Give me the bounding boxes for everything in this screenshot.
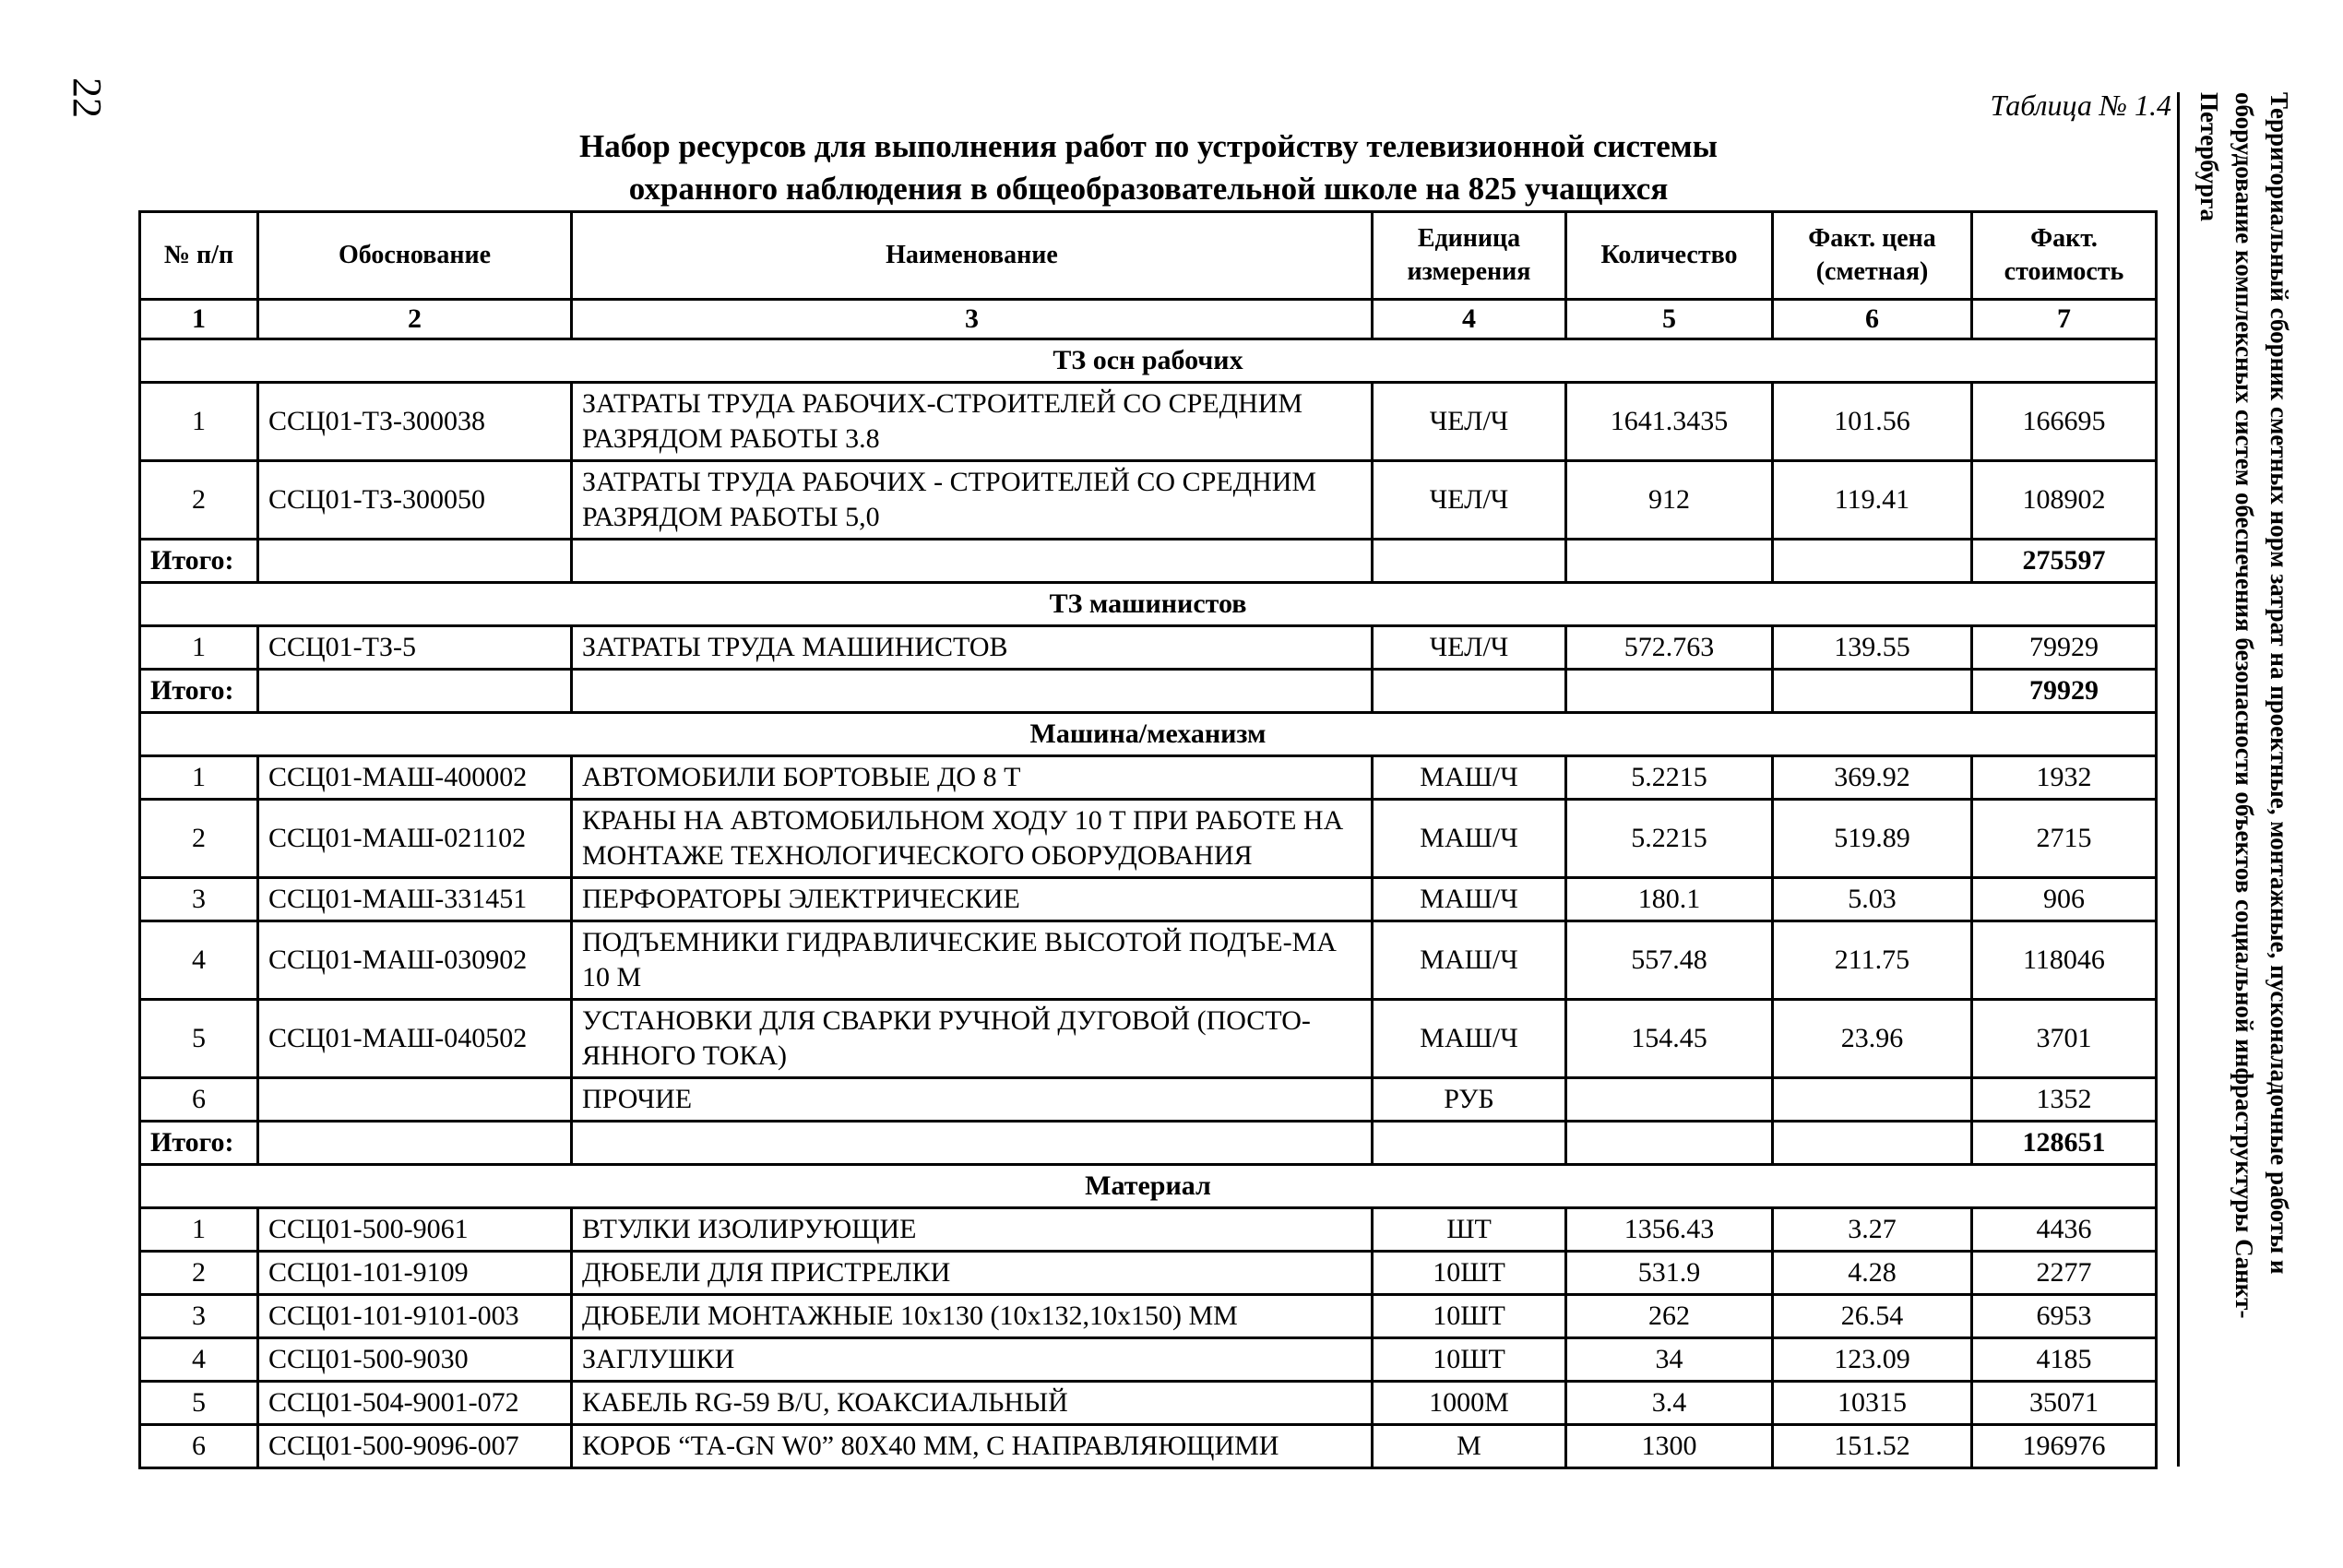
row-code <box>258 1078 572 1122</box>
table-row <box>140 921 2157 1000</box>
total-value: 275597 <box>1972 540 2157 583</box>
row-quantity: 34 <box>1566 1338 1773 1382</box>
row-cost: 196976 <box>1972 1425 2157 1468</box>
row-quantity: 154.45 <box>1566 1000 1773 1078</box>
row-price: 4.28 <box>1773 1252 1972 1295</box>
row-quantity: 1356.43 <box>1566 1208 1773 1252</box>
row-number: 2 <box>140 461 258 540</box>
table-row <box>140 461 2157 540</box>
header-basis: Обоснование <box>258 212 572 300</box>
col-index: 1 <box>140 300 258 339</box>
table-row <box>140 1000 2157 1078</box>
row-cost: 906 <box>1972 878 2157 921</box>
row-name: ДЮБЕЛИ ДЛЯ ПРИСТРЕЛКИ <box>572 1252 1373 1295</box>
row-unit: 10ШТ <box>1373 1295 1566 1338</box>
row-price: 23.96 <box>1773 1000 1972 1078</box>
row-price: 3.27 <box>1773 1208 1972 1252</box>
row-price: 119.41 <box>1773 461 1972 540</box>
row-price: 101.56 <box>1773 383 1972 461</box>
row-cost: 1932 <box>1972 756 2157 800</box>
col-index: 3 <box>572 300 1373 339</box>
row-name: УСТАНОВКИ ДЛЯ СВАРКИ РУЧНОЙ ДУГОВОЙ (ПОСТО-ЯННОГО ТОКА) <box>572 1000 1373 1078</box>
row-code: ССЦ01-101-9109 <box>258 1252 572 1295</box>
row-number: 5 <box>140 1000 258 1078</box>
row-quantity: 262 <box>1566 1295 1773 1338</box>
total-row <box>140 1122 2157 1165</box>
row-code: ССЦ01-МАШ-331451 <box>258 878 572 921</box>
row-cost: 2715 <box>1972 800 2157 878</box>
header-row <box>140 212 2157 300</box>
section-header-row <box>140 1165 2157 1208</box>
table-row <box>140 878 2157 921</box>
row-unit: МАШ/Ч <box>1373 878 1566 921</box>
row-name: ВТУЛКИ ИЗОЛИРУЮЩИЕ <box>572 1208 1373 1252</box>
column-index-row <box>140 300 2157 339</box>
row-quantity: 5.2215 <box>1566 756 1773 800</box>
table-row <box>140 1382 2157 1425</box>
section-title: ТЗ машинистов <box>140 583 2157 626</box>
table-row <box>140 1338 2157 1382</box>
page-title <box>138 125 2159 210</box>
row-price: 5.03 <box>1773 878 1972 921</box>
row-number: 1 <box>140 1208 258 1252</box>
row-unit: 10ШТ <box>1373 1338 1566 1382</box>
row-name: ДЮБЕЛИ МОНТАЖНЫЕ 10х130 (10х132,10х150) ММ <box>572 1295 1373 1338</box>
header-qty: Количество <box>1566 212 1773 300</box>
row-unit: 1000М <box>1373 1382 1566 1425</box>
row-code: ССЦ01-МАШ-400002 <box>258 756 572 800</box>
row-cost: 35071 <box>1972 1382 2157 1425</box>
row-number: 2 <box>140 1252 258 1295</box>
table-row <box>140 626 2157 670</box>
row-unit: ЧЕЛ/Ч <box>1373 383 1566 461</box>
empty-cell <box>1566 670 1773 713</box>
table-row <box>140 383 2157 461</box>
col-index: 5 <box>1566 300 1773 339</box>
row-unit: МАШ/Ч <box>1373 1000 1566 1078</box>
row-unit: 10ШТ <box>1373 1252 1566 1295</box>
section-header-row <box>140 339 2157 383</box>
empty-cell <box>1773 670 1972 713</box>
row-price: 211.75 <box>1773 921 1972 1000</box>
row-quantity: 180.1 <box>1566 878 1773 921</box>
header-cost: Факт. стоимость <box>1972 212 2157 300</box>
section-title: ТЗ осн рабочих <box>140 339 2157 383</box>
page-number: 22 <box>65 77 110 118</box>
row-price: 26.54 <box>1773 1295 1972 1338</box>
row-code: ССЦ01-500-9061 <box>258 1208 572 1252</box>
empty-cell <box>572 1122 1373 1165</box>
empty-cell <box>1773 1122 1972 1165</box>
row-price <box>1773 1078 1972 1122</box>
row-quantity: 531.9 <box>1566 1252 1773 1295</box>
row-name: ПЕРФОРАТОРЫ ЭЛЕКТРИЧЕСКИЕ <box>572 878 1373 921</box>
row-cost: 4185 <box>1972 1338 2157 1382</box>
row-unit: МАШ/Ч <box>1373 921 1566 1000</box>
row-name: ЗАГЛУШКИ <box>572 1338 1373 1382</box>
row-name: КАБЕЛЬ RG-59 B/U, КОАКСИАЛЬНЫЙ <box>572 1382 1373 1425</box>
total-label: Итого: <box>140 1122 258 1165</box>
row-number: 4 <box>140 921 258 1000</box>
row-code: ССЦ01-ТЗ-5 <box>258 626 572 670</box>
row-quantity: 5.2215 <box>1566 800 1773 878</box>
row-number: 4 <box>140 1338 258 1382</box>
col-index: 7 <box>1972 300 2157 339</box>
row-unit: МАШ/Ч <box>1373 800 1566 878</box>
row-price: 123.09 <box>1773 1338 1972 1382</box>
table-row <box>140 1252 2157 1295</box>
empty-cell <box>1773 540 1972 583</box>
row-unit: М <box>1373 1425 1566 1468</box>
row-code: ССЦ01-504-9001-072 <box>258 1382 572 1425</box>
row-name: ЗАТРАТЫ ТРУДА МАШИНИСТОВ <box>572 626 1373 670</box>
row-name: ПОДЪЕМНИКИ ГИДРАВЛИЧЕСКИЕ ВЫСОТОЙ ПОДЪЕ-МА 10 М <box>572 921 1373 1000</box>
row-quantity: 572.763 <box>1566 626 1773 670</box>
row-number: 6 <box>140 1078 258 1122</box>
row-unit: ЧЕЛ/Ч <box>1373 626 1566 670</box>
row-name: ПРОЧИЕ <box>572 1078 1373 1122</box>
row-unit: ШТ <box>1373 1208 1566 1252</box>
empty-cell <box>572 540 1373 583</box>
row-code: ССЦ01-500-9030 <box>258 1338 572 1382</box>
row-number: 1 <box>140 756 258 800</box>
title-line-2: охранного наблюдения в общеобразовательной школе на 825 учащихся <box>628 171 1669 207</box>
row-name: КРАНЫ НА АВТОМОБИЛЬНОМ ХОДУ 10 Т ПРИ РАБОТЕ НА МОНТАЖЕ ТЕХНОЛОГИЧЕСКОГО ОБОРУДОВАНИЯ <box>572 800 1373 878</box>
total-value: 79929 <box>1972 670 2157 713</box>
total-value: 128651 <box>1972 1122 2157 1165</box>
row-cost: 1352 <box>1972 1078 2157 1122</box>
row-quantity: 3.4 <box>1566 1382 1773 1425</box>
row-number: 5 <box>140 1382 258 1425</box>
total-row <box>140 540 2157 583</box>
row-price: 519.89 <box>1773 800 1972 878</box>
section-header-row <box>140 713 2157 756</box>
table-row <box>140 1208 2157 1252</box>
row-number: 1 <box>140 383 258 461</box>
side-caption: Территориальный сборник сметных норм затрат на проектные, монтажные, пусконаладочные работы и оборудование комплексных систем обеспечения безопасности объектов социальной инфраструктуры Санкт-Петербурга <box>2195 92 2293 1319</box>
row-quantity: 557.48 <box>1566 921 1773 1000</box>
row-quantity <box>1566 1078 1773 1122</box>
col-index: 4 <box>1373 300 1566 339</box>
row-code: ССЦ01-МАШ-021102 <box>258 800 572 878</box>
row-number: 3 <box>140 878 258 921</box>
row-number: 2 <box>140 800 258 878</box>
row-cost: 6953 <box>1972 1295 2157 1338</box>
row-quantity: 1300 <box>1566 1425 1773 1468</box>
row-code: ССЦ01-101-9101-003 <box>258 1295 572 1338</box>
table-row <box>140 1078 2157 1122</box>
empty-cell <box>1373 670 1566 713</box>
table-row <box>140 1425 2157 1468</box>
header-unit: Единица измерения <box>1373 212 1566 300</box>
empty-cell <box>1373 1122 1566 1165</box>
table-row <box>140 1295 2157 1338</box>
total-label: Итого: <box>140 540 258 583</box>
title-line-1: Набор ресурсов для выполнения работ по устройству телевизионной системы <box>579 128 1718 164</box>
empty-cell <box>1566 540 1773 583</box>
row-quantity: 1641.3435 <box>1566 383 1773 461</box>
row-code: ССЦ01-МАШ-030902 <box>258 921 572 1000</box>
row-name: ЗАТРАТЫ ТРУДА РАБОЧИХ - СТРОИТЕЛЕЙ СО СРЕДНИМ РАЗРЯДОМ РАБОТЫ 5,0 <box>572 461 1373 540</box>
row-code: ССЦ01-МАШ-040502 <box>258 1000 572 1078</box>
row-code: ССЦ01-ТЗ-300038 <box>258 383 572 461</box>
empty-cell <box>1373 540 1566 583</box>
empty-cell <box>258 540 572 583</box>
header-price: Факт. цена (сметная) <box>1773 212 1972 300</box>
section-header-row <box>140 583 2157 626</box>
section-title: Машина/механизм <box>140 713 2157 756</box>
empty-cell <box>1566 1122 1773 1165</box>
row-cost: 108902 <box>1972 461 2157 540</box>
row-number: 1 <box>140 626 258 670</box>
row-number: 6 <box>140 1425 258 1468</box>
table-row <box>140 756 2157 800</box>
row-code: ССЦ01-ТЗ-300050 <box>258 461 572 540</box>
row-name: ЗАТРАТЫ ТРУДА РАБОЧИХ-СТРОИТЕЛЕЙ СО СРЕДНИМ РАЗРЯДОМ РАБОТЫ 3.8 <box>572 383 1373 461</box>
empty-cell <box>572 670 1373 713</box>
table-row <box>140 800 2157 878</box>
row-code: ССЦ01-500-9096-007 <box>258 1425 572 1468</box>
row-cost: 118046 <box>1972 921 2157 1000</box>
row-cost: 4436 <box>1972 1208 2157 1252</box>
resources-table <box>138 210 2158 1469</box>
row-number: 3 <box>140 1295 258 1338</box>
row-price: 10315 <box>1773 1382 1972 1425</box>
table-body <box>140 339 2157 1468</box>
row-price: 369.92 <box>1773 756 1972 800</box>
row-unit: ЧЕЛ/Ч <box>1373 461 1566 540</box>
row-name: АВТОМОБИЛИ БОРТОВЫЕ ДО 8 Т <box>572 756 1373 800</box>
side-rule <box>2177 92 2180 1467</box>
row-cost: 2277 <box>1972 1252 2157 1295</box>
row-name: КОРОБ “ТА-GN W0” 80Х40 ММ, С НАПРАВЛЯЮЩИМИ <box>572 1425 1373 1468</box>
total-row <box>140 670 2157 713</box>
row-cost: 79929 <box>1972 626 2157 670</box>
row-price: 151.52 <box>1773 1425 1972 1468</box>
total-label: Итого: <box>140 670 258 713</box>
row-unit: РУБ <box>1373 1078 1566 1122</box>
empty-cell <box>258 1122 572 1165</box>
row-quantity: 912 <box>1566 461 1773 540</box>
row-cost: 166695 <box>1972 383 2157 461</box>
table-label: Таблица № 1.4 <box>1990 89 2171 122</box>
row-cost: 3701 <box>1972 1000 2157 1078</box>
row-unit: МАШ/Ч <box>1373 756 1566 800</box>
row-price: 139.55 <box>1773 626 1972 670</box>
header-num: № п/п <box>140 212 258 300</box>
section-title: Материал <box>140 1165 2157 1208</box>
col-index: 6 <box>1773 300 1972 339</box>
header-name: Наименование <box>572 212 1373 300</box>
empty-cell <box>258 670 572 713</box>
col-index: 2 <box>258 300 572 339</box>
